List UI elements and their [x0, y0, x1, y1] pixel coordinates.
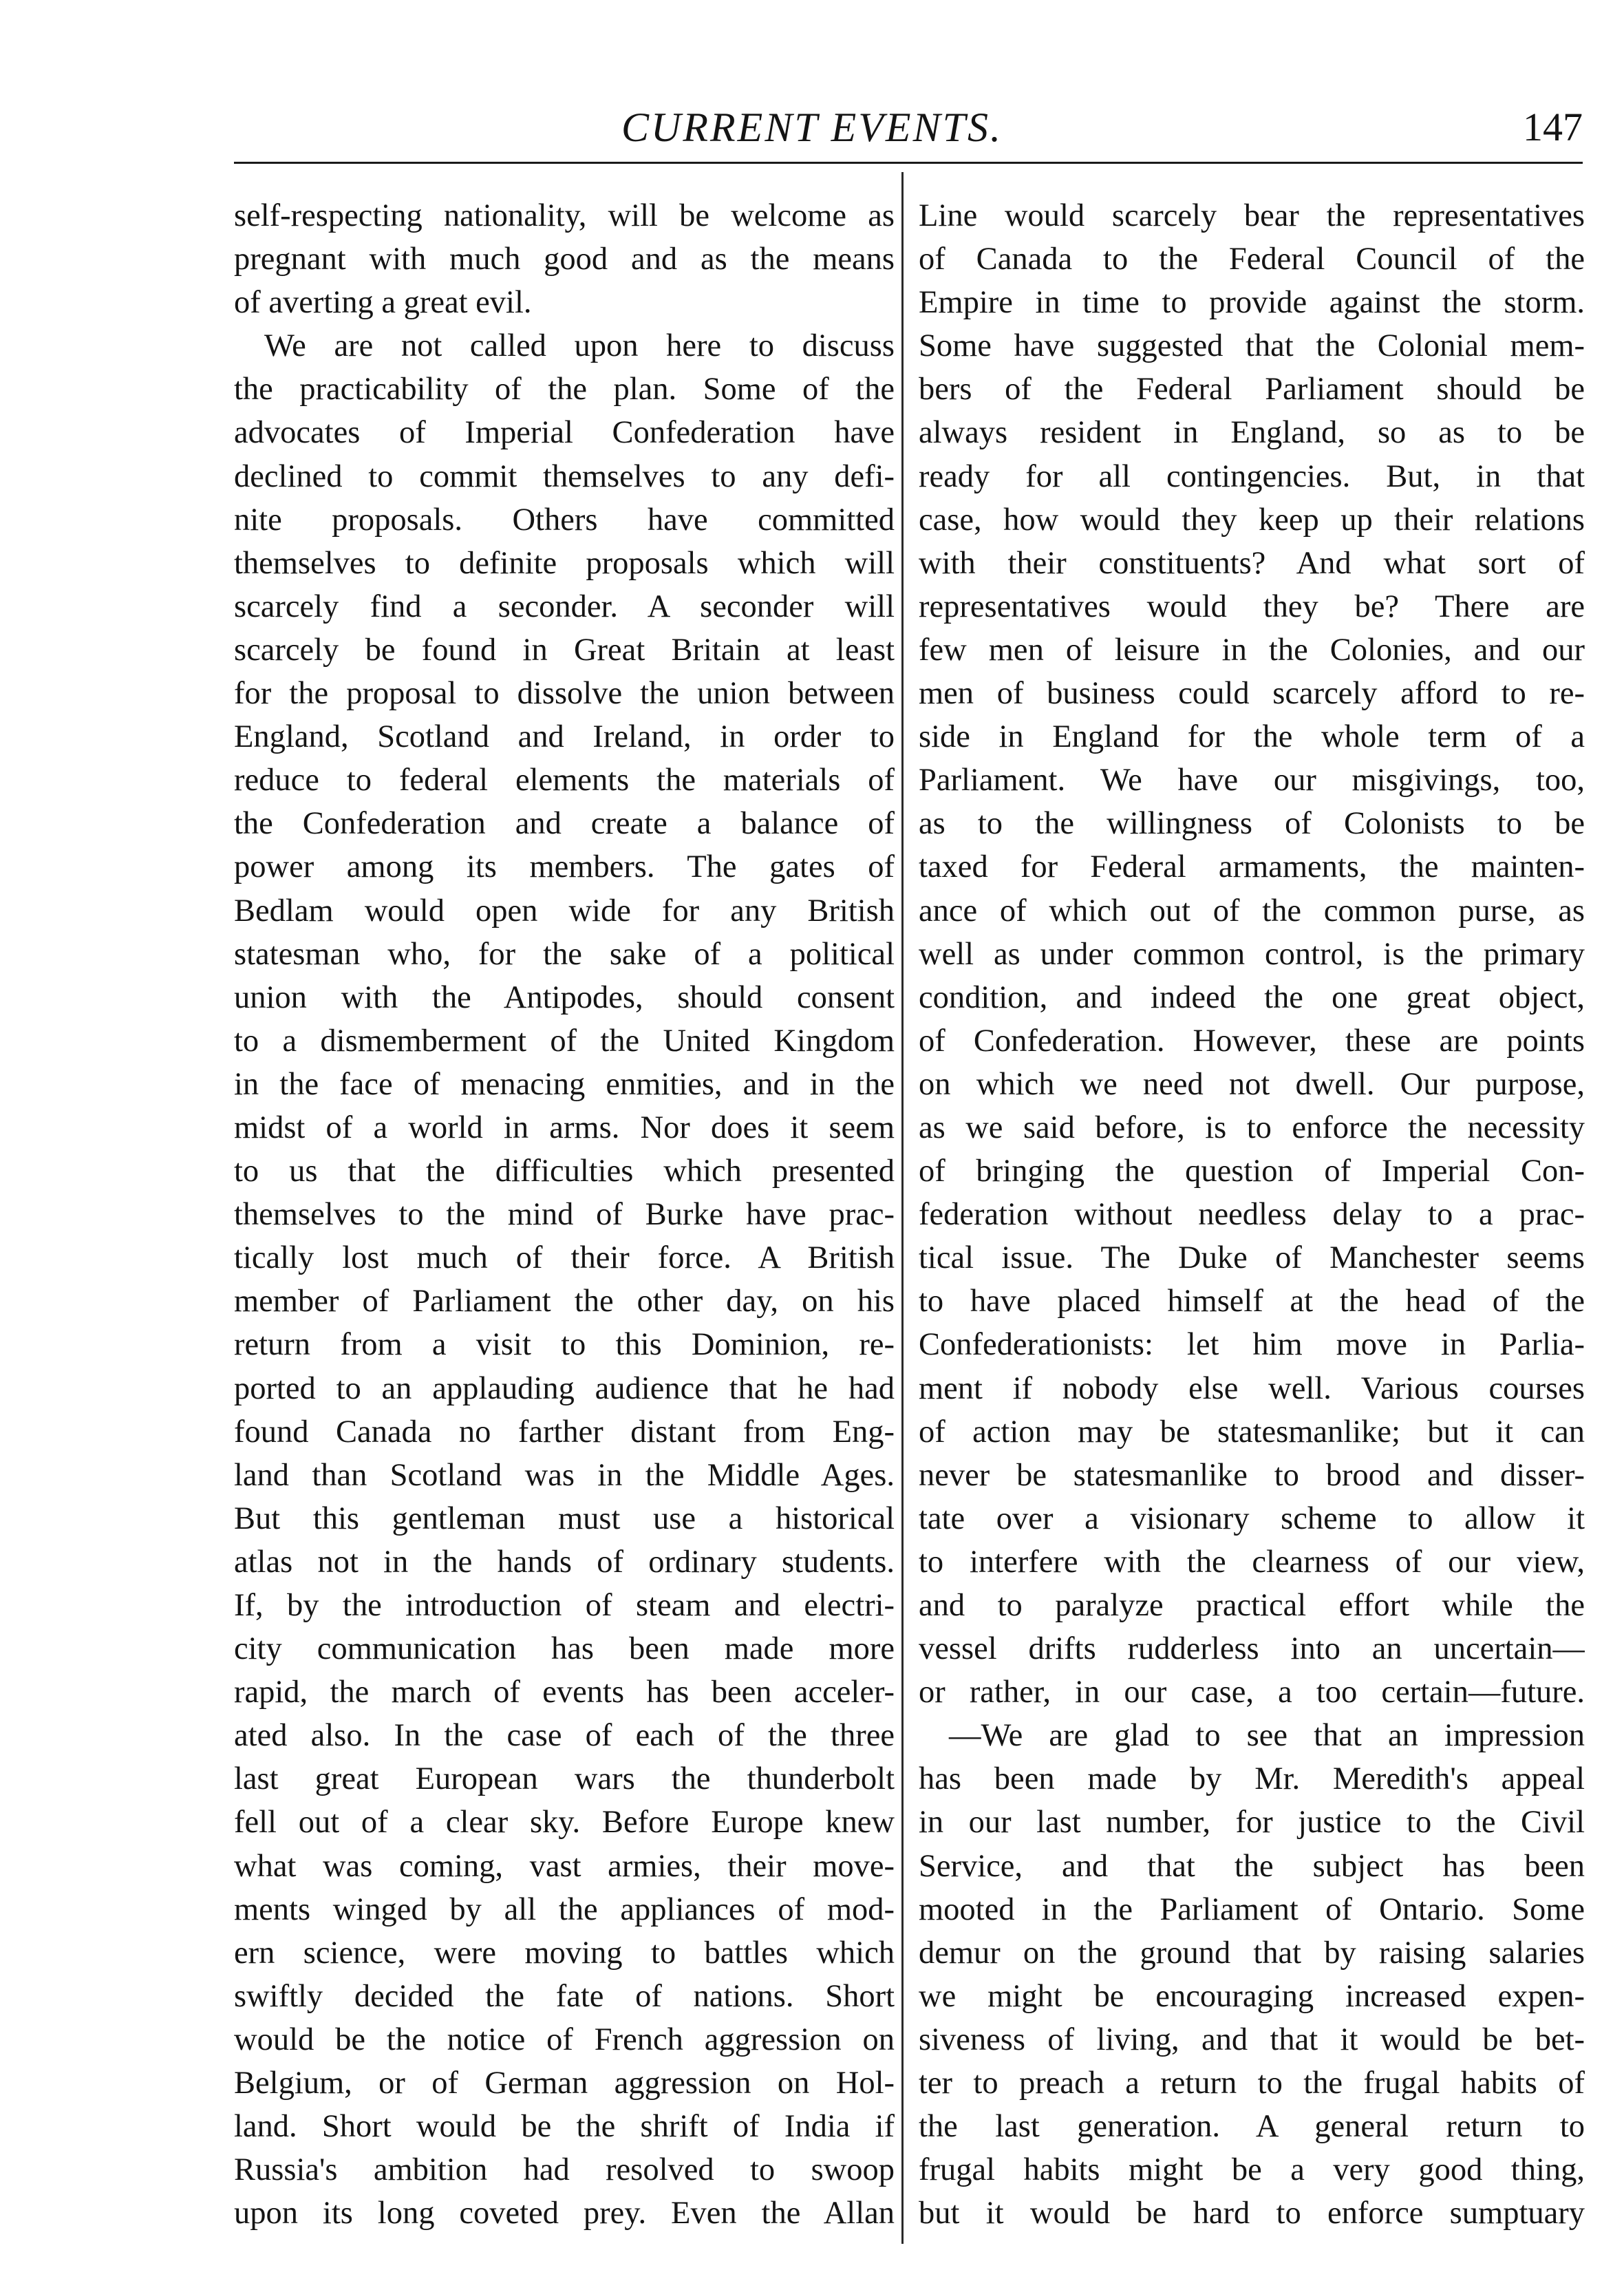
- text-line: as we said before, is to enforce the necessity: [919, 1110, 1585, 1145]
- text-line: England, Scotland and Ireland, in order to: [234, 719, 895, 755]
- text-line: ment if nobody else well. Various courses: [919, 1370, 1585, 1406]
- text-line: but it would be hard to enforce sumptuary: [919, 2196, 1585, 2231]
- text-line: Service, and that the subject has been: [919, 1848, 1585, 1884]
- text-line: the Confederation and create a balance of: [234, 806, 895, 842]
- text-line: the last generation. A general return to: [919, 2109, 1585, 2145]
- text-line: nite proposals. Others have committed: [234, 502, 895, 538]
- text-line: pregnant with much good and as the means: [234, 242, 895, 277]
- text-line: ready for all contingencies. But, in that: [919, 458, 1585, 494]
- text-line: fell out of a clear sky. Before Europe knew: [234, 1805, 895, 1840]
- text-line: in our last number, for justice to the Civil: [919, 1805, 1585, 1840]
- text-line: ported to an applauding audience that he had: [234, 1370, 895, 1406]
- text-line: return from a visit to this Dominion, re-: [234, 1327, 895, 1363]
- text-line: We are not called upon here to discuss: [264, 328, 895, 364]
- text-line: advocates of Imperial Confederation have: [234, 415, 895, 451]
- text-line: rapid, the march of events has been acceler-: [234, 1675, 895, 1710]
- text-line: or rather, in our case, a too certain—future.: [919, 1675, 1585, 1710]
- text-line: for the proposal to dissolve the union between: [234, 676, 895, 712]
- text-line: tate over a visionary scheme to allow it: [919, 1500, 1585, 1536]
- text-line: mooted in the Parliament of Ontario. Some: [919, 1891, 1585, 1927]
- text-line: Belgium, or of German aggression on Hol-: [234, 2066, 895, 2101]
- text-line: case, how would they keep up their relations: [919, 502, 1585, 538]
- text-line: of Canada to the Federal Council of the: [919, 242, 1585, 277]
- text-line: representatives would they be? There are: [919, 588, 1585, 624]
- text-line: as to the willingness of Colonists to be: [919, 806, 1585, 842]
- text-line: vessel drifts rudderless into an uncertain—: [919, 1631, 1585, 1667]
- text-line: well as under common control, is the primary: [919, 936, 1585, 972]
- text-line: scarcely find a seconder. A seconder will: [234, 588, 895, 624]
- text-line: upon its long coveted prey. Even the Allan: [234, 2196, 895, 2231]
- text-line: reduce to federal elements the materials of: [234, 763, 895, 798]
- text-line: power among its members. The gates of: [234, 849, 895, 885]
- text-line: would be the notice of French aggression on: [234, 2022, 895, 2057]
- text-line: side in England for the whole term of a: [919, 719, 1585, 755]
- text-line: themselves to the mind of Burke have prac-: [234, 1197, 895, 1233]
- text-line: ern science, were moving to battles which: [234, 1935, 895, 1971]
- text-line: always resident in England, so as to be: [919, 415, 1585, 451]
- text-line: bers of the Federal Parliament should be: [919, 372, 1585, 407]
- text-line: themselves to definite proposals which will: [234, 545, 895, 581]
- text-line: statesman who, for the sake of a political: [234, 936, 895, 972]
- text-line: few men of leisure in the Colonies, and our: [919, 632, 1585, 668]
- text-line: of action may be statesmanlike; but it can: [919, 1414, 1585, 1450]
- text-line: and to paralyze practical effort while the: [919, 1588, 1585, 1623]
- text-line: to a dismemberment of the United Kingdom: [234, 1023, 895, 1059]
- text-line: of averting a great evil.: [234, 285, 532, 321]
- text-line: ter to preach a return to the frugal habits of: [919, 2066, 1585, 2101]
- text-line: men of business could scarcely afford to re-: [919, 676, 1585, 712]
- text-line: we might be encouraging increased expen-: [919, 1978, 1585, 2014]
- text-line: atlas not in the hands of ordinary students.: [234, 1544, 895, 1580]
- running-title: CURRENT EVENTS.: [621, 105, 1003, 150]
- text-line: swiftly decided the fate of nations. Short: [234, 1978, 895, 2014]
- text-line: Russia's ambition had resolved to swoop: [234, 2152, 895, 2188]
- text-line: what was coming, vast armies, their move-: [234, 1848, 895, 1884]
- text-line: midst of a world in arms. Nor does it seem: [234, 1110, 895, 1145]
- text-line: taxed for Federal armaments, the mainten-: [919, 849, 1585, 885]
- text-line: condition, and indeed the one great object,: [919, 979, 1585, 1015]
- text-line: never be statesmanlike to brood and disser-: [919, 1457, 1585, 1493]
- header-rule: [234, 162, 1583, 164]
- text-line: self-respecting nationality, will be welcome as: [234, 198, 895, 233]
- text-line: scarcely be found in Great Britain at least: [234, 632, 895, 668]
- text-line: If, by the introduction of steam and electri-: [234, 1588, 895, 1623]
- left-column: [234, 194, 895, 2235]
- text-line: Line would scarcely bear the representatives: [919, 198, 1585, 233]
- text-line: city communication has been made more: [234, 1631, 895, 1667]
- text-line: of bringing the question of Imperial Con-: [919, 1154, 1585, 1189]
- text-line: Some have suggested that the Colonial mem-: [919, 328, 1585, 364]
- text-line: Parliament. We have our misgivings, too,: [919, 763, 1585, 798]
- text-line: member of Parliament the other day, on his: [234, 1284, 895, 1319]
- text-line: ance of which out of the common purse, as: [919, 893, 1585, 929]
- right-column: [919, 194, 1585, 2235]
- text-line: tically lost much of their force. A British: [234, 1240, 895, 1276]
- text-line: frugal habits might be a very good thing,: [919, 2152, 1585, 2188]
- text-line: tical issue. The Duke of Manchester seems: [919, 1240, 1585, 1276]
- text-line: demur on the ground that by raising salaries: [919, 1935, 1585, 1971]
- text-line: ments winged by all the appliances of mod-: [234, 1891, 895, 1927]
- text-line: the practicability of the plan. Some of the: [234, 372, 895, 407]
- text-line: last great European wars the thunderbolt: [234, 1761, 895, 1797]
- text-line: to have placed himself at the head of the: [919, 1284, 1585, 1319]
- text-line: union with the Antipodes, should consent: [234, 979, 895, 1015]
- text-line: to interfere with the clearness of our view,: [919, 1544, 1585, 1580]
- text-line: declined to commit themselves to any defi-: [234, 458, 895, 494]
- text-line: ated also. In the case of each of the three: [234, 1718, 895, 1754]
- text-line: in the face of menacing enmities, and in the: [234, 1066, 895, 1102]
- text-line: has been made by Mr. Meredith's appeal: [919, 1761, 1585, 1797]
- text-line: land than Scotland was in the Middle Ages.: [234, 1457, 895, 1493]
- text-line: Confederationists: let him move in Parlia-: [919, 1327, 1585, 1363]
- text-line: with their constituents? And what sort of: [919, 545, 1585, 581]
- text-line: Bedlam would open wide for any British: [234, 893, 895, 929]
- text-line: to us that the difficulties which presented: [234, 1154, 895, 1189]
- text-line: found Canada no farther distant from Eng-: [234, 1414, 895, 1450]
- text-line: —We are glad to see that an impression: [949, 1718, 1585, 1754]
- text-line: of Confederation. However, these are points: [919, 1023, 1585, 1059]
- text-line: on which we need not dwell. Our purpose,: [919, 1066, 1585, 1102]
- text-line: Empire in time to provide against the storm.: [919, 285, 1585, 321]
- text-line: siveness of living, and that it would be bet-: [919, 2022, 1585, 2057]
- column-divider: [901, 172, 904, 2244]
- page-number: 147: [1523, 105, 1583, 149]
- text-line: But this gentleman must use a historical: [234, 1500, 895, 1536]
- text-line: land. Short would be the shrift of India if: [234, 2109, 895, 2145]
- text-line: federation without needless delay to a prac-: [919, 1197, 1585, 1233]
